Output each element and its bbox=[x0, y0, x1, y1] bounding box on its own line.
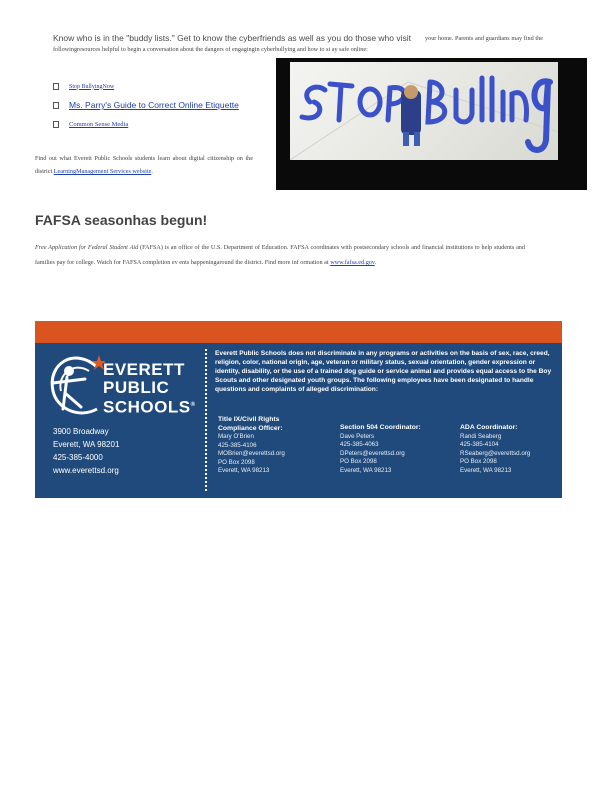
coordinator-po-box: PO Box 2098 bbox=[460, 458, 497, 465]
learn-more-paragraph bbox=[35, 152, 253, 178]
learning-management-link[interactable]: LearningManagement Services website bbox=[53, 168, 152, 175]
district-address bbox=[53, 425, 119, 477]
coordinator-city: Everett, WA 98213 bbox=[460, 466, 512, 474]
coordinator-title-line: ADA Coordinator: bbox=[460, 424, 518, 431]
resource-item-stop-bullying bbox=[53, 83, 114, 90]
intro-lead-text: Know who is in the "buddy lists." Get to know the cyberfriends as well as you do those who visit bbox=[53, 33, 412, 43]
intro-paragraph bbox=[53, 34, 543, 55]
coordinator-phone: 425-385-4104 bbox=[460, 441, 499, 448]
coordinator-title-ix bbox=[218, 416, 328, 476]
etiquette-guide-link[interactable]: Ms. Parry's Guide to Correct Online Etiquette bbox=[69, 100, 239, 110]
coordinator-phone: 425-385-4063 bbox=[340, 441, 379, 448]
nondiscrimination-policy-text: Everett Public Schools does not discriminate in any programs or activities on the basis of sex, race, creed, religion, color, national origin, age, veteran or military status, sexual orientation, gender expression or identity, disability, or the use of a trained dog guide or service animal and provides equal access to the Boy Scouts and other designated youth groups. The following employees have been designated to handle questions and complaints of alleged discrimination: bbox=[215, 350, 552, 393]
banner-dotted-divider bbox=[205, 349, 207, 491]
bullet-box-icon bbox=[53, 83, 59, 90]
stop-bullying-illustration bbox=[290, 62, 558, 160]
coordinator-po-box: PO Box 2098 bbox=[218, 458, 255, 466]
logo-line-public: PUBLIC bbox=[103, 378, 170, 397]
fafsa-body-text: (FAFSA) is an office of the U.S. Department of Education. FAFSA coordinates with postsecondary schools and financial institutions to help students and families pay for college. Watch for FAFSA completion ev ents happeningaround the district. Find more inf ormation at bbox=[35, 244, 525, 266]
address-street: 3900 Broadway bbox=[53, 427, 109, 436]
resource-item-etiquette bbox=[53, 100, 239, 110]
bullet-box-icon bbox=[53, 102, 59, 109]
coordinator-email: MOBrien@everettsd.org bbox=[218, 450, 285, 457]
fafsa-paragraph bbox=[35, 240, 525, 270]
coordinator-title-line: Title IX/Civil Rights bbox=[218, 416, 280, 423]
coordinator-title-line: Compliance Officer: bbox=[218, 424, 283, 432]
everett-public-schools-logo-icon bbox=[45, 349, 105, 421]
banner-top-bar bbox=[35, 321, 562, 343]
logo-schools-text: SCHOOLS bbox=[103, 397, 191, 417]
coordinator-name: Mary O'Brien bbox=[218, 433, 254, 440]
bullet-box-icon bbox=[53, 121, 59, 128]
learn-more-end: . bbox=[151, 168, 153, 175]
coordinator-city: Everett, WA 98213 bbox=[218, 467, 270, 474]
coordinator-city: Everett, WA 98213 bbox=[340, 466, 392, 474]
coordinator-ada bbox=[460, 424, 560, 475]
common-sense-media-link[interactable]: Common Sense Media bbox=[69, 121, 129, 128]
stop-bullying-link[interactable]: Stop BullyingNow bbox=[69, 83, 115, 90]
coordinator-title-line: Section 504 Coordinator: bbox=[340, 424, 421, 431]
logo-line-schools bbox=[103, 397, 195, 416]
coordinator-po-box: PO Box 2098 bbox=[340, 458, 377, 465]
coordinator-phone: 425-385-4106 bbox=[218, 441, 257, 449]
coordinator-name: Randi Seaberg bbox=[460, 432, 502, 440]
coordinator-email: DPeters@everettsd.org bbox=[340, 449, 405, 457]
coordinator-name: Dave Peters bbox=[340, 432, 375, 440]
fafsa-full-name: Free Application for Federal Student Aid bbox=[35, 244, 139, 251]
coordinator-email: RSeaberg@everettsd.org bbox=[460, 449, 531, 457]
fafsa-heading: FAFSA seasonhas begun! bbox=[35, 212, 208, 228]
fafsa-website-link[interactable]: www.fafsa.ed.gov bbox=[330, 259, 375, 266]
fafsa-end: . bbox=[374, 259, 377, 266]
learn-more-text: Find out what Everett Public Schools students learn about digital citizenship on the district bbox=[35, 155, 253, 175]
address-website: www.everettsd.org bbox=[53, 466, 119, 475]
logo-registered-mark: ® bbox=[190, 402, 196, 408]
intro-rest-text: your home. Parents and guardians may find the followingresources helpful to begin a conversation about the dangers of engagingin cyberbullying and how to st ay safe online: bbox=[53, 35, 543, 53]
resource-item-common-sense bbox=[53, 121, 128, 128]
address-city: Everett, WA 98201 bbox=[53, 440, 120, 449]
stop-bullying-photo bbox=[290, 62, 558, 160]
coordinator-section-504 bbox=[340, 424, 450, 475]
logo-line-everett: EVERETT bbox=[103, 360, 185, 379]
address-phone: 425-385-4000 bbox=[53, 453, 103, 462]
nondiscrimination-banner bbox=[35, 321, 562, 498]
